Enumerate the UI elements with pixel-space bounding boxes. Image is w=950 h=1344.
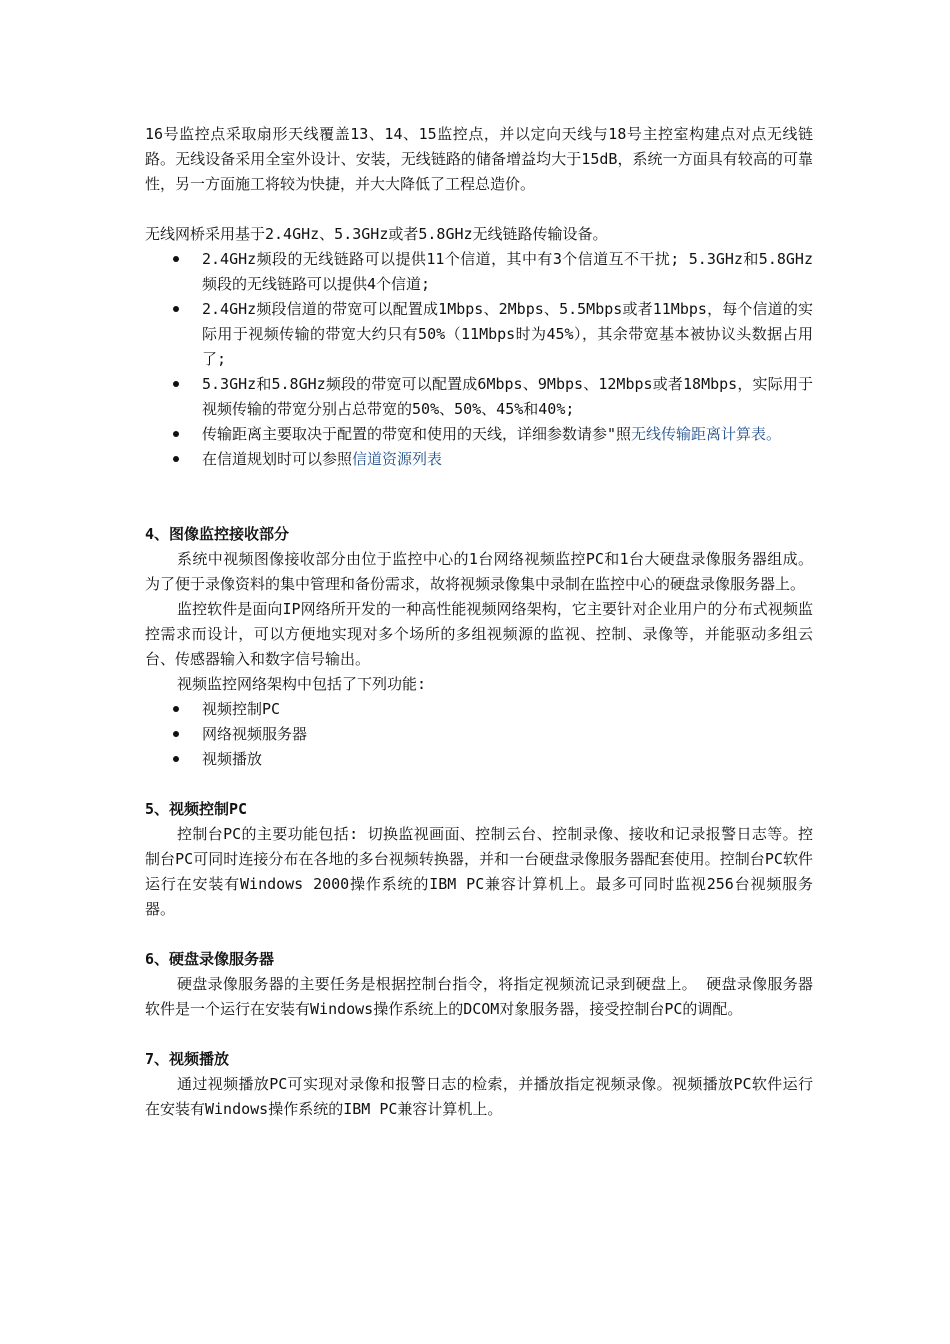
list-item-text: 5.3GHz和5.8GHz频段的带宽可以配置成6Mbps、9Mbps、12Mbps或者18Mbps，实际用于视频传输的带宽分别占总带宽的50%、50%、45%和40%; (202, 375, 813, 418)
section-heading-5: 5、视频控制PC (145, 800, 248, 818)
channel-resource-link[interactable]: 信道资源列表 (352, 450, 443, 468)
bridge-list (145, 247, 813, 472)
list-item (145, 247, 813, 297)
list-item-text: 视频播放 (202, 750, 263, 768)
list-item (145, 422, 813, 447)
list-item (145, 722, 813, 747)
section4-paragraph-1: 系统中视频图像接收部分由位于监控中心的1台网络视频监控PC和1台大硬盘录像服务器组成。为了便于录像资料的集中管理和备份需求，故将视频录像集中录制在监控中心的硬盘录像服务器上。 (145, 550, 813, 593)
section5-paragraph-1: 控制台PC的主要功能包括: 切换监视画面、控制云台、控制录像、接收和记录报警日志等。控制台PC可同时连接分布在各地的多台视频转换器，并和一台硬盘录像服务器配套使用。控制台PC软件运行在安装有Windows 2000操作系统的IBM PC兼容计算机上。最多可同时监视256台视频服务器。 (145, 825, 813, 918)
section-heading-6: 6、硬盘录像服务器 (145, 950, 275, 968)
section7-paragraph-1: 通过视频播放PC可实现对录像和报警日志的检索，并播放指定视频录像。视频播放PC软件运行在安装有Windows操作系统的IBM PC兼容计算机上。 (145, 1075, 813, 1118)
spacer (145, 772, 813, 797)
section4-paragraph-2: 监控软件是面向IP网络所开发的一种高性能视频网络架构，它主要针对企业用户的分布式视频监控需求而设计，可以方便地实现对多个场所的多组视频源的监视、控制、录像等，并能驱动多组云台、传感器输入和数字信号输出。 (145, 600, 813, 668)
bullet-icon (173, 731, 179, 737)
list-item-text: 视频控制PC (202, 700, 281, 718)
section-heading-4: 4、图像监控接收部分 (145, 525, 290, 543)
list-item-text: 在信道规划时可以参照 (202, 450, 353, 468)
bullet-icon (173, 256, 179, 262)
list-item-text: 网络视频服务器 (202, 725, 308, 743)
list-item-text: 传输距离主要取决于配置的带宽和使用的天线，详细参数请参"照 (202, 425, 632, 443)
list-item (145, 747, 813, 772)
spacer (145, 472, 813, 522)
list-item-text: 2.4GHz频段的无线链路可以提供11个信道，其中有3个信道互不干扰; 5.3GHz和5.8GHz频段的无线链路可以提供4个信道; (202, 250, 813, 293)
bridge-lead: 无线网桥采用基于2.4GHz、5.3GHz或者5.8GHz无线链路传输设备。 (145, 225, 608, 243)
list-item-text: 2.4GHz频段信道的带宽可以配置成1Mbps、2Mbps、5.5Mbps或者11Mbps，每个信道的实际用于视频传输的带宽大约只有50%（11Mbps时为45%），其余带宽基本被协议头数据占用了; (202, 300, 813, 368)
bullet-icon (173, 381, 179, 387)
bullet-icon (173, 306, 179, 312)
spacer (145, 922, 813, 947)
distance-table-link[interactable]: 无线传输距离计算表。 (631, 425, 782, 443)
spacer (145, 1022, 813, 1047)
list-item (145, 372, 813, 422)
list-item (145, 697, 813, 722)
intro-paragraph: 16号监控点采取扇形天线覆盖13、14、15监控点，并以定向天线与18号主控室构建点对点无线链路。无线设备采用全室外设计、安装，无线链路的储备增益均大于15dB，系统一方面具有较高的可靠性，另一方面施工将较为快捷，并大大降低了工程总造价。 (145, 125, 813, 193)
spacer (145, 197, 813, 222)
bullet-icon (173, 706, 179, 712)
section6-paragraph-1: 硬盘录像服务器的主要任务是根据控制台指令，将指定视频流记录到硬盘上。 硬盘录像服务器软件是一个运行在安装有Windows操作系统上的DCOM对象服务器，接受控制台PC的调配。 (145, 975, 813, 1018)
list-item (145, 297, 813, 372)
section-heading-7: 7、视频播放 (145, 1050, 230, 1068)
bullet-icon (173, 756, 179, 762)
document-page (145, 122, 813, 1122)
section4-paragraph-3: 视频监控网络架构中包括了下列功能: (177, 675, 427, 693)
bullet-icon (173, 431, 179, 437)
bullet-icon (173, 456, 179, 462)
list-item (145, 447, 813, 472)
function-list (145, 697, 813, 772)
